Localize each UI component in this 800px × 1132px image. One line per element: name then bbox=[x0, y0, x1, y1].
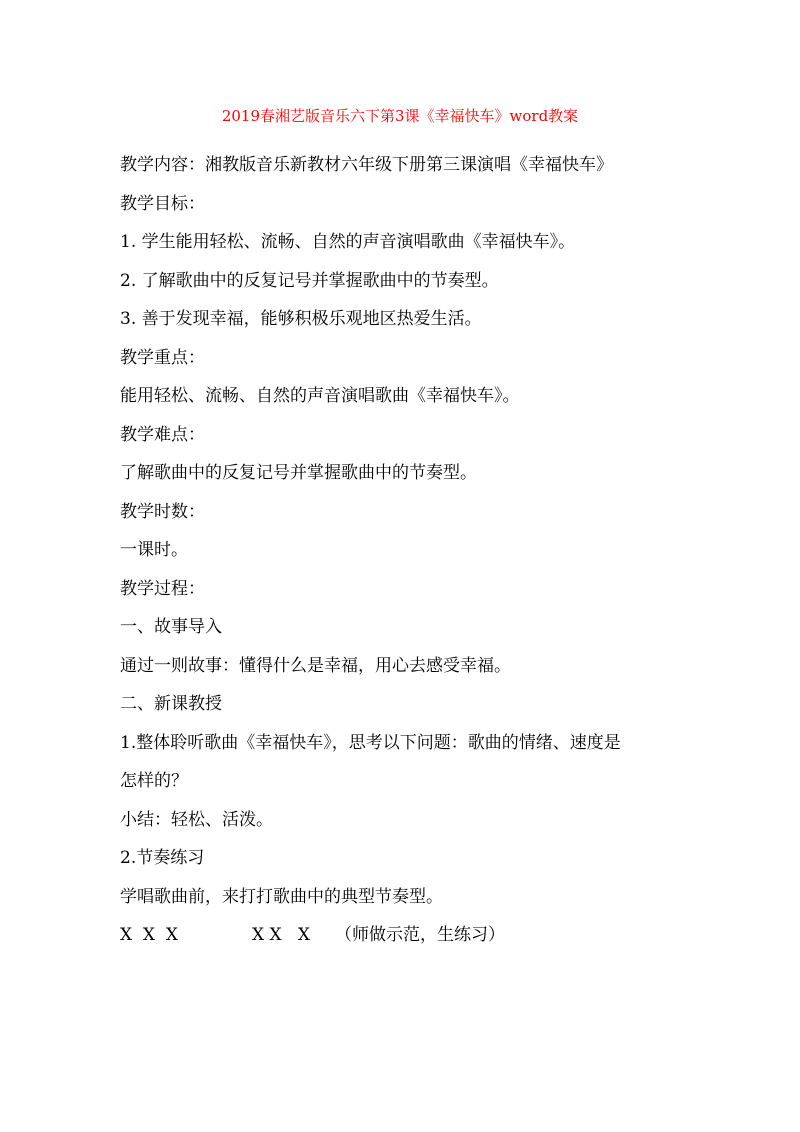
paragraph-listening-cont: 怎样的？ bbox=[120, 771, 188, 791]
section-new-lesson: 二、新课教授 bbox=[120, 694, 222, 714]
paragraph-key-points: 能用轻松、流畅、自然的声音演唱歌曲《幸福快车》。 bbox=[120, 386, 520, 406]
rhythm-part-2: X X X bbox=[252, 925, 310, 945]
heading-teaching-goals: 教学目标： bbox=[120, 193, 205, 214]
section-story-intro: 一、故事导入 bbox=[120, 617, 222, 637]
heading-difficulties: 教学难点： bbox=[120, 424, 205, 445]
rhythm-part-1: X X X bbox=[120, 925, 178, 945]
document-title: 2019春湘艺版音乐六下第3课《幸福快车》word教案 bbox=[221, 107, 579, 125]
rhythm-pattern-line bbox=[120, 916, 690, 955]
goal-item-2: 2. 了解歌曲中的反复记号并掌握歌曲中的节奏型。 bbox=[120, 270, 499, 291]
paragraph-listening: 1.整体聆听歌曲《幸福快车》，思考以下问题：歌曲的情绪、速度是 bbox=[120, 732, 621, 753]
paragraph-difficulties: 了解歌曲中的反复记号并掌握歌曲中的节奏型。 bbox=[120, 463, 477, 483]
document-body bbox=[120, 146, 690, 955]
paragraph-summary: 小结：轻松、活泼。 bbox=[120, 809, 273, 830]
heading-teaching-process: 教学过程： bbox=[120, 578, 205, 599]
paragraph-class-hours: 一课时。 bbox=[120, 540, 188, 560]
paragraph-teaching-content: 教学内容：湘教版音乐新教材六年级下册第三课演唱《幸福快车》 bbox=[120, 155, 613, 175]
goal-item-1: 1. 学生能用轻松、流畅、自然的声音演唱歌曲《幸福快车》。 bbox=[120, 232, 576, 252]
goal-item-3: 3. 善于发现幸福，能够积极乐观地区热爱生活。 bbox=[120, 309, 482, 329]
heading-key-points: 教学重点： bbox=[120, 347, 205, 368]
paragraph-rhythm-intro: 学唱歌曲前，来打打歌曲中的典型节奏型。 bbox=[120, 886, 443, 907]
paragraph-story: 通过一则故事：懂得什么是幸福，用心去感受幸福。 bbox=[120, 655, 511, 676]
section-rhythm-practice: 2.节奏练习 bbox=[120, 848, 205, 868]
heading-class-hours: 教学时数： bbox=[120, 501, 205, 522]
rhythm-note: （师做示范，生练习） bbox=[335, 925, 505, 945]
